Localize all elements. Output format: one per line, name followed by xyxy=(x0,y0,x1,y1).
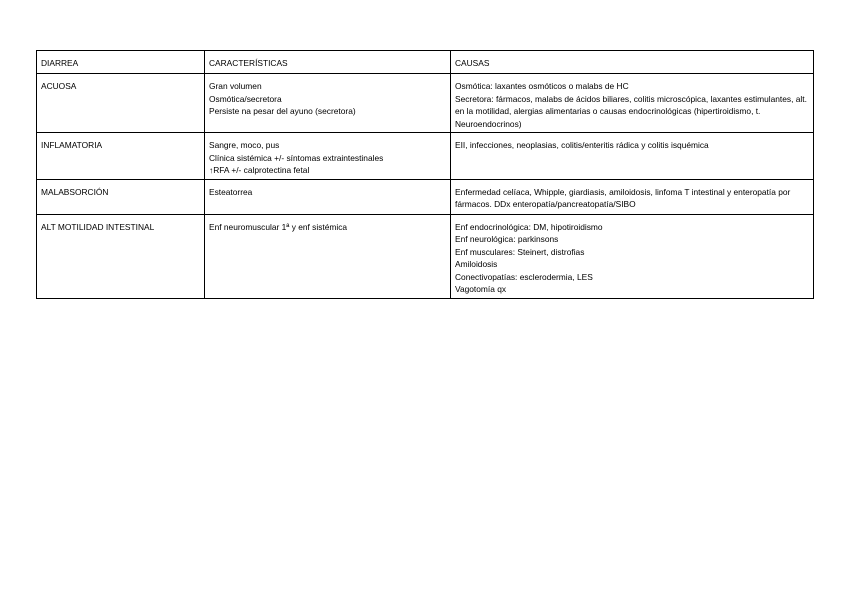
cause-line: EII, infecciones, neoplasias, colitis/enteritis rádica y colitis isquémica xyxy=(455,140,709,150)
diarrhea-classification-table xyxy=(36,50,814,299)
feature-line: Enf neuromuscular 1ª y enf sistémica xyxy=(209,221,348,232)
table-row xyxy=(37,214,814,298)
cause-line: Osmótica: laxantes osmóticos o malabs de HC xyxy=(455,81,629,91)
feature-line: Clínica sistémica +/- síntomas extraintestinales xyxy=(209,152,384,163)
table-row xyxy=(37,74,814,133)
cause-line: Amiloidosis xyxy=(455,259,498,269)
cause-line: Enf musculares: Steinert, distrofias xyxy=(455,246,585,257)
features-cell xyxy=(205,74,451,133)
header-caracteristicas: CARACTERÍSTICAS xyxy=(205,51,451,74)
feature-line: Osmótica/secretora xyxy=(209,93,282,104)
features-cell xyxy=(205,133,451,180)
causes-cell xyxy=(451,74,814,133)
diarrhea-type-cell: ACUOSA xyxy=(37,74,205,133)
cause-line: Enfermedad celíaca, Whipple, giardiasis, amiloidosis, linfoma T intestinal y enteropatía por fármacos. DDx enteropatía/pancreatopatía/SIBO xyxy=(455,186,791,209)
causes-cell xyxy=(451,179,814,214)
table-header-row xyxy=(37,51,814,74)
diarrhea-type-cell: MALABSORCIÓN xyxy=(37,179,205,214)
features-cell xyxy=(205,214,451,298)
feature-line: Esteatorrea xyxy=(209,186,253,197)
feature-line: ↑RFA +/- calprotectina fetal xyxy=(209,165,310,175)
causes-cell xyxy=(451,133,814,180)
cause-line: Enf neurológica: parkinsons xyxy=(455,234,559,244)
feature-line: Persiste na pesar del ayuno (secretora) xyxy=(209,106,356,116)
feature-line: Gran volumen xyxy=(209,81,262,91)
header-diarrea: DIARREA xyxy=(37,51,205,74)
table-row xyxy=(37,179,814,214)
cause-line: Enf endocrinológica: DM, hipotiroidismo xyxy=(455,221,603,232)
cause-line: Secretora: fármacos, malabs de ácidos biliares, colitis microscópica, laxantes estimulantes, alt. en la motilidad, alergias alimentarias o causas endocrinológicas (hipertiroidismo, t. Neuroendocrinos) xyxy=(455,93,807,129)
header-causas: CAUSAS xyxy=(451,51,814,74)
diarrhea-type-cell: INFLAMATORIA xyxy=(37,133,205,180)
causes-cell xyxy=(451,214,814,298)
feature-line: Sangre, moco, pus xyxy=(209,140,280,150)
table-row xyxy=(37,133,814,180)
cause-line: Conectivopatías: esclerodermia, LES xyxy=(455,271,593,282)
features-cell xyxy=(205,179,451,214)
diarrhea-type-cell: ALT MOTILIDAD INTESTINAL xyxy=(37,214,205,298)
cause-line: Vagotomía qx xyxy=(455,284,507,294)
